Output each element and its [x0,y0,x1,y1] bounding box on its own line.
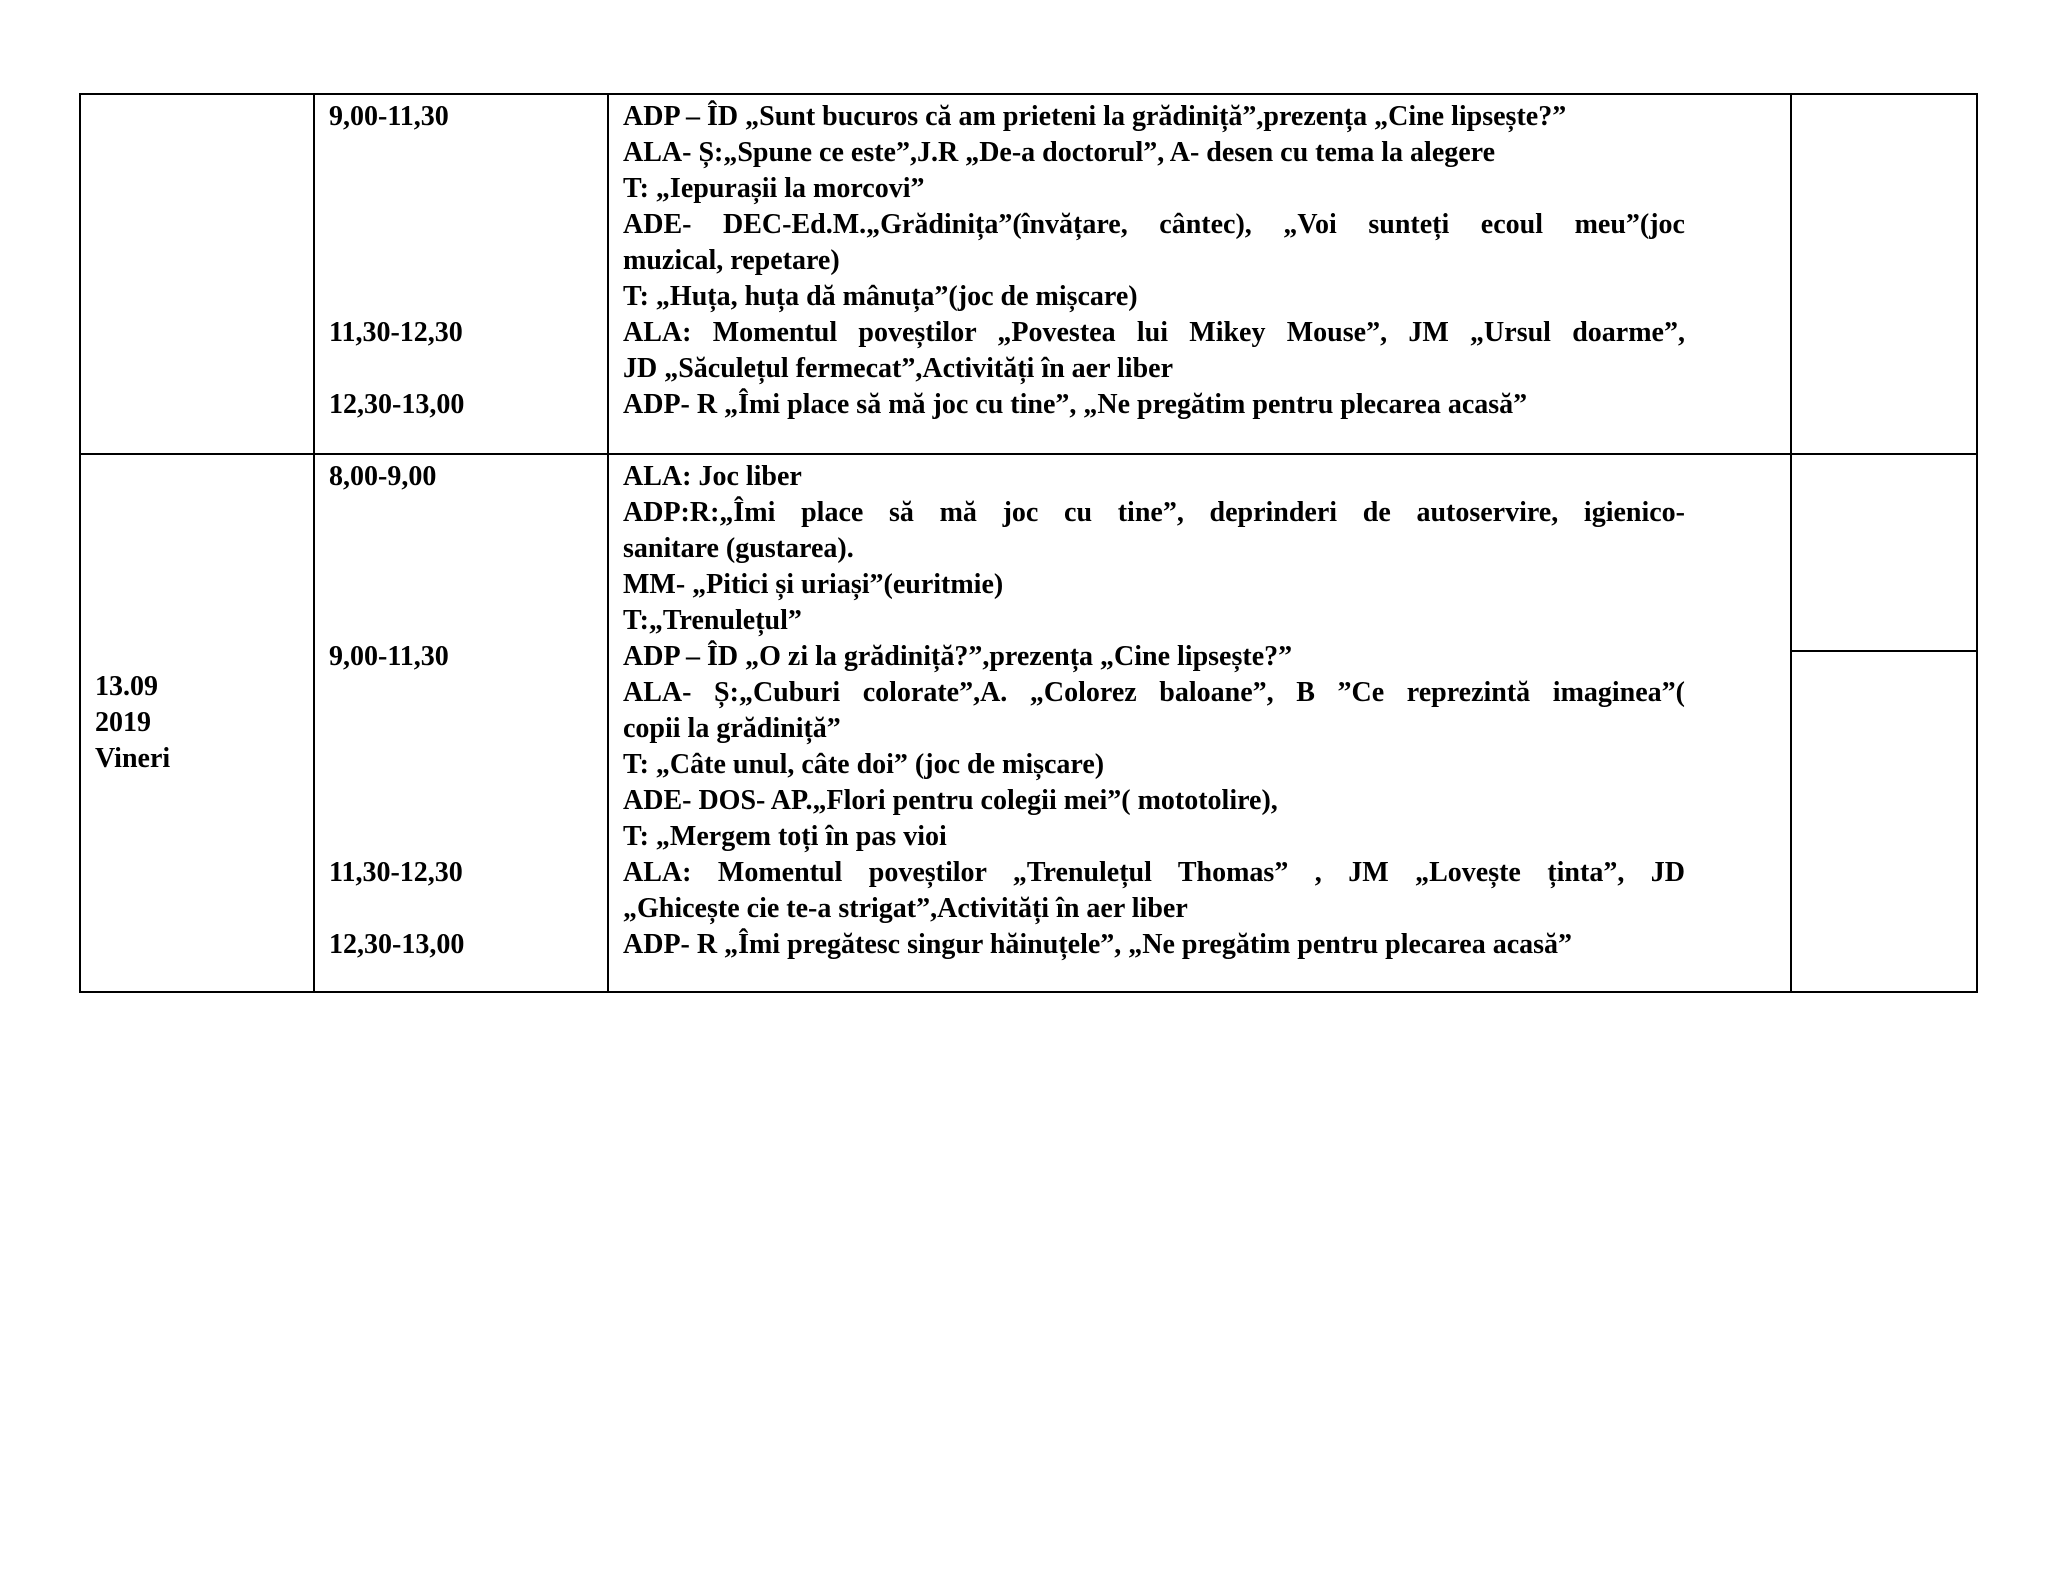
activity-line: muzical, repetare) [623,245,840,276]
time-spacer [329,819,607,855]
activity-line: MM- „Pitici și uriași”(euritmie) [623,569,1004,600]
activity-line: sanitare (gustarea). [623,533,854,564]
activity-line: ALA- Ș:„Cuburi colorate”,A. „Colorez baloane”, B ”Ce reprezintă imaginea”( [623,677,1685,708]
observations-cell [1791,651,1977,992]
time-spacer [329,351,607,387]
time-spacer [329,171,607,207]
activity-line: ADP:R:„Îmi place să mă joc cu tine”, deprinderi de autoservire, igienico- [623,497,1685,528]
activity-line: ALA: Joc liber [623,461,802,492]
activity-line: ADE- DEC-Ed.M.„Grădinița”(învățare, cântec), „Voi sunteți ecoul meu”(joc [623,209,1685,240]
activity-line: ALA- Ș:„Spune ce este”,J.R „De-a doctorul”, A- desen cu tema la alegere [623,137,1496,168]
time-slot: 12,30-13,00 [329,389,465,420]
time-slot: 9,00-11,30 [329,641,449,672]
time-spacer [329,279,607,315]
time-slot: 11,30-12,30 [329,857,463,888]
time-spacer [329,567,607,603]
activity-line: „Ghicește cie te-a strigat”,Activități în aer liber [623,893,1188,924]
activity-line: T: „Mergem toți în pas vioi [623,821,947,852]
time-spacer [329,603,607,639]
activity-line: ADE- DOS- AP.„Flori pentru colegii mei”( mototolire), [623,785,1278,816]
time-slot: 11,30-12,30 [329,317,463,348]
time-spacer [329,207,607,243]
activity-line: ADP – ÎD „Sunt bucuros că am prieteni la grădiniță”,prezența „Cine lipsește?” [623,101,1567,132]
time-spacer [329,495,607,531]
activity-line: T: „Câte unul, câte doi” (joc de mișcare) [623,749,1105,780]
activity-line: ADP- R „Îmi pregătesc singur hăinuțele”, „Ne pregătim pentru plecarea acasă” [623,929,1573,960]
time-spacer [329,783,607,819]
activity-line: T:„Trenulețul” [623,605,802,636]
date-line: 2019 [95,707,151,738]
date-line: Vineri [95,743,171,774]
time-cell [314,94,608,454]
time-cell [314,454,608,992]
date-cell [80,454,314,992]
activities-cell [608,454,1791,992]
activities-cell [608,94,1791,454]
observations-cell [1791,454,1977,651]
time-spacer [329,675,607,711]
date-cell [80,94,314,454]
observations-cell [1791,94,1977,454]
activity-line: ALA: Momentul poveștilor „Trenulețul Thomas” , JM „Lovește ținta”, JD [623,857,1685,888]
activity-line: JD „Săculețul fermecat”,Activități în aer liber [623,353,1174,384]
activity-line: ADP- R „Îmi place să mă joc cu tine”, „Ne pregătim pentru plecarea acasă” [623,389,1528,420]
activity-line: ALA: Momentul poveștilor „Povestea lui Mikey Mouse”, JM „Ursul doarme”, [623,317,1685,348]
time-slot: 9,00-11,30 [329,101,449,132]
time-spacer [329,531,607,567]
time-slot: 8,00-9,00 [329,461,437,492]
table-row [80,94,1977,454]
date-line: 13.09 [95,671,158,702]
time-spacer [329,747,607,783]
time-slot: 12,30-13,00 [329,929,465,960]
time-spacer [329,711,607,747]
time-spacer [329,891,607,927]
schedule-table [79,93,1978,993]
activity-line: copii la grădiniță” [623,713,841,744]
activity-line: ADP – ÎD „O zi la grădiniță?”,prezența „Cine lipsește?” [623,641,1293,672]
activity-line: T: „Huța, huța dă mânuța”(joc de mișcare) [623,281,1138,312]
time-spacer [329,135,607,171]
activity-line: T: „Iepurașii la morcovi” [623,173,925,204]
table-row [80,454,1977,651]
time-spacer [329,243,607,279]
